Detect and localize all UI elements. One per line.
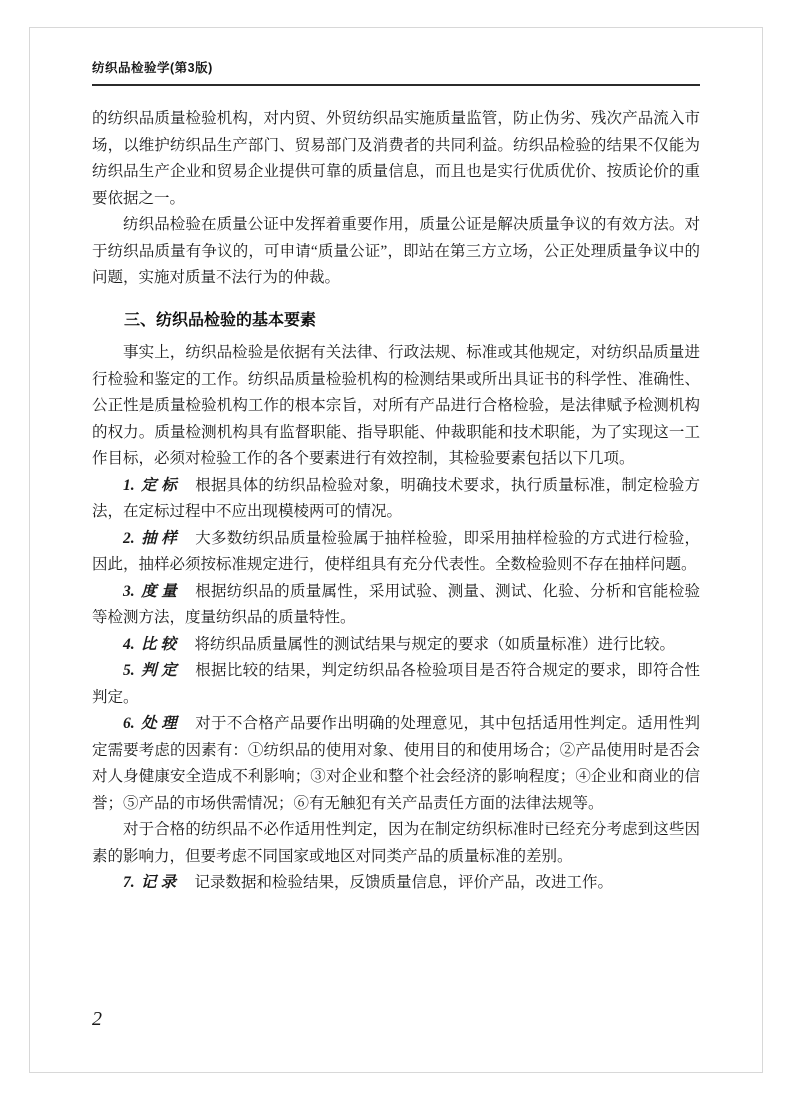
item-number: 1. (123, 476, 135, 494)
section-heading: 三、纺织品检验的基本要素 (124, 311, 317, 329)
item-text: 将纺织品质量属性的测试结果与规定的要求（如质量标准）进行比较。 (194, 635, 675, 653)
item-number: 4. (123, 635, 135, 653)
item-text: 记录数据和检验结果，反馈质量信息，评价产品，改进工作。 (194, 874, 613, 891)
item-text: 根据比较的结果，判定纺织品各检验项目是否符合规定的要求，即符合性判定。 (92, 662, 700, 706)
list-item (92, 632, 700, 659)
list-item (92, 711, 700, 817)
list-item (92, 870, 700, 897)
item-term: 判定 (140, 662, 182, 679)
list-item (92, 473, 700, 526)
list-item (92, 658, 700, 711)
item-term: 度量 (140, 582, 182, 600)
item-label (123, 715, 181, 732)
running-header-title: 纺织品检验学(第3版) (92, 61, 213, 75)
item-number: 7. (123, 874, 135, 891)
item-term: 记录 (140, 874, 181, 891)
item-text: 根据具体的纺织品检验对象，明确技术要求，执行质量标准，制定检验方法，在定标过程中不应出现模棱两可的情况。 (92, 476, 700, 520)
item-number: 2. (123, 529, 135, 547)
item-number: 3. (123, 582, 135, 600)
paragraph-notary: 纺织品检验在质量公证中发挥着重要作用，质量公证是解决质量争议的有效方法。对于纺织品质量有争议的，可申请“质量公证”，即站在第三方立场，公正处理质量争议中的问题，实施对质量不法行为的仲裁。 (92, 216, 700, 286)
running-header (92, 58, 700, 86)
item-label (123, 530, 181, 547)
item-term: 抽样 (140, 529, 182, 547)
list-item (92, 526, 700, 579)
paragraph-continuation: 的纺织品质量检验机构，对内贸、外贸纺织品实施质量监管，防止伪劣、残次产品流入市场，以维护纺织品生产部门、贸易部门及消费者的共同利益。纺织品检验的结果不仅能为纺织品生产企业和贸易企业提供可靠的质量信息，而且也是实行优质优价、按质论价的重要依据之一。 (92, 110, 700, 207)
item-text: 根据纺织品的质量属性，采用试验、测量、测试、化验、分析和官能检验等检测方法，度量纺织品的质量特性。 (92, 582, 700, 626)
item-label (123, 636, 181, 653)
item-label (123, 874, 181, 891)
paragraph-qualified-note: 对于合格的纺织品不必作适用性判定，因为在制定纺织标准时已经充分考虑到这些因素的影响力，但要考虑不同国家或地区对同类产品的质量标准的差别。 (92, 821, 700, 865)
item-text: 对于不合格产品要作出明确的处理意见，其中包括适用性判定。适用性判定需要考虑的因素有：①纺织品的使用对象、使用目的和使用场合；②产品使用时是否会对人身健康安全造成不利影响；③对企业和整个社会经济的影响程度；④企业和商业的信誉；⑤产品的市场供需情况；⑥有无触犯有关产品责任方面的法律法规等。 (92, 715, 700, 812)
list-item (92, 579, 700, 632)
page-body (92, 106, 700, 897)
item-term: 比较 (140, 635, 181, 653)
page-number: 2 (92, 1008, 102, 1030)
item-term: 处理 (140, 715, 182, 732)
item-text: 大多数纺织品质量检验属于抽样检验，即采用抽样检验的方式进行检验，因此，抽样必须按标准规定进行，使样组具有充分代表性。全数检验则不存在抽样问题。 (92, 529, 700, 573)
item-term: 定标 (140, 476, 182, 494)
item-label (123, 662, 181, 679)
paragraph-intro: 事实上，纺织品检验是依据有关法律、行政法规、标准或其他规定，对纺织品质量进行检验和鉴定的工作。纺织品质量检验机构的检测结果或所出具证书的科学性、准确性、公正性是质量检验机构工作的根本宗旨，对所有产品进行合格检验，是法律赋予检测机构的权力。质量检测机构具有监督职能、指导职能、仲裁职能和技术职能，为了实现这一工作目标，必须对检验工作的各个要素进行有效控制，其检验要素包括以下几项。 (92, 344, 700, 467)
item-label (123, 477, 181, 494)
item-label (123, 583, 181, 600)
item-number: 6. (123, 715, 135, 732)
item-number: 5. (123, 662, 135, 679)
